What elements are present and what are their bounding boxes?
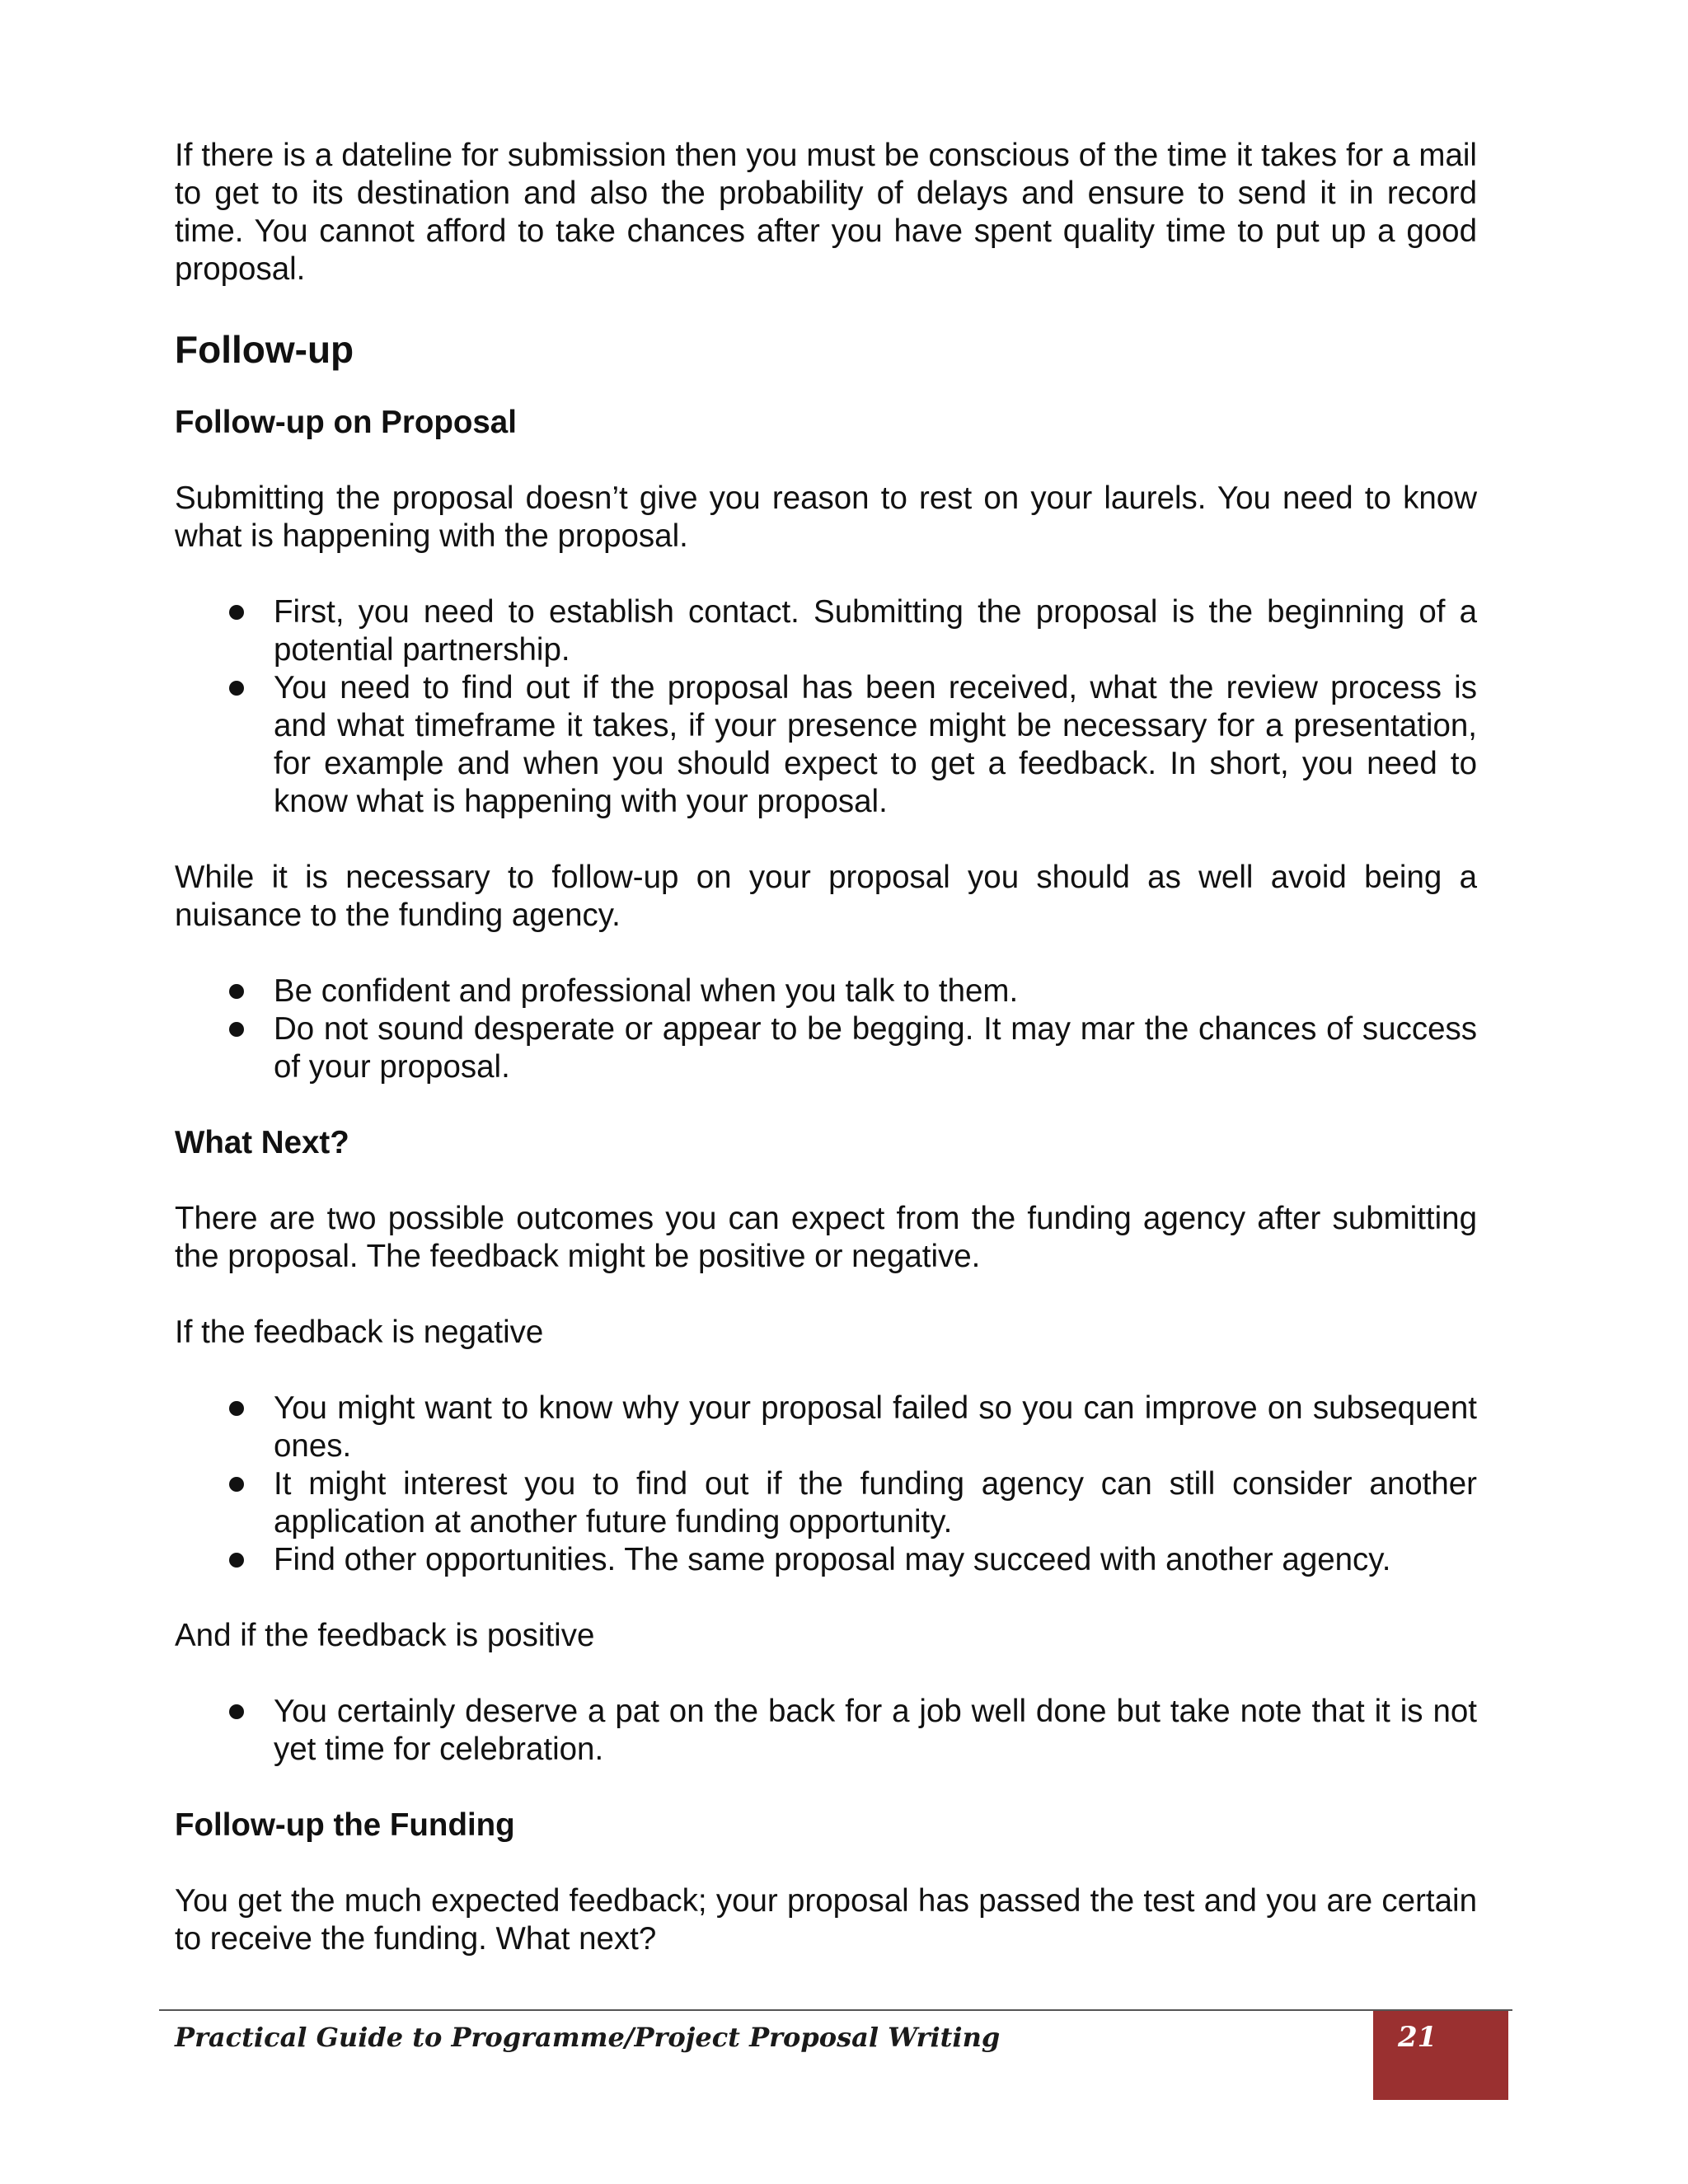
list-item-text: Find other opportunities. The same proposal may succeed with another agency.	[274, 1542, 1391, 1577]
list-item	[175, 669, 1477, 821]
funding-paragraph: You get the much expected feedback; your proposal has passed the test and you are certain to receive the funding. What next?	[175, 1883, 1477, 1957]
bullet-icon	[229, 1022, 244, 1037]
subheading-what-next: What Next?	[175, 1125, 349, 1160]
positive-feedback-list	[175, 1693, 1477, 1769]
proposal-paragraph-2: While it is necessary to follow-up on your proposal you should as well avoid being a nuisance to the funding agency.	[175, 860, 1477, 933]
list-item	[175, 593, 1477, 669]
list-item	[175, 1465, 1477, 1541]
page-content	[175, 137, 1477, 1958]
list-item	[175, 1390, 1477, 1465]
bullet-icon	[229, 1477, 244, 1492]
section-heading: Follow-up	[175, 328, 354, 371]
list-item-text: First, you need to establish contact. Submitting the proposal is the beginning of a potential partnership.	[274, 594, 1477, 668]
list-item	[175, 1541, 1477, 1579]
proposal-bullet-list-2	[175, 972, 1477, 1086]
bullet-icon	[229, 1553, 244, 1568]
list-item-text: You certainly deserve a pat on the back for a job well done but take note that it is not yet time for celebration.	[274, 1694, 1477, 1767]
bullet-icon	[229, 1401, 244, 1416]
page-number-box	[1373, 2011, 1508, 2100]
page-number: 21	[1398, 2021, 1437, 2054]
footer-title: Practical Guide to Programme/Project Proposal Writing	[175, 2022, 1001, 2053]
negative-feedback-list	[175, 1390, 1477, 1579]
list-item-text: You might want to know why your proposal failed so you can improve on subsequent ones.	[274, 1390, 1477, 1464]
subheading-followup-on-proposal: Follow-up on Proposal	[175, 405, 517, 440]
footer-divider	[159, 2009, 1512, 2011]
list-item-text: Be confident and professional when you talk to them.	[274, 973, 1019, 1009]
list-item	[175, 1010, 1477, 1086]
subheading-followup-the-funding: Follow-up the Funding	[175, 1807, 515, 1843]
list-item-text: You need to find out if the proposal has been received, what the review process is and what timeframe it takes, if your presence might be necessary for a presentation, for example and when you should expect to get a feedback. In short, you need to know what is happening with your proposal.	[274, 670, 1477, 819]
proposal-bullet-list-1	[175, 593, 1477, 821]
proposal-paragraph-1: Submitting the proposal doesn’t give you reason to rest on your laurels. You need to know what is happening with the proposal.	[175, 480, 1477, 554]
bullet-icon	[229, 1704, 244, 1719]
list-item	[175, 1693, 1477, 1769]
bullet-icon	[229, 681, 244, 696]
list-item-text: Do not sound desperate or appear to be begging. It may mar the chances of success of your proposal.	[274, 1011, 1477, 1085]
what-next-paragraph: There are two possible outcomes you can expect from the funding agency after submitting the proposal. The feedback might be positive or negative.	[175, 1201, 1477, 1274]
bullet-icon	[229, 984, 244, 999]
negative-feedback-intro: If the feedback is negative	[175, 1315, 544, 1350]
list-item-text: It might interest you to find out if the funding agency can still consider another application at another future funding opportunity.	[274, 1466, 1477, 1540]
list-item	[175, 972, 1477, 1010]
bullet-icon	[229, 605, 244, 620]
intro-paragraph: If there is a dateline for submission then you must be conscious of the time it takes for a mail to get to its destination and also the probability of delays and ensure to send it in record time. You cannot afford to take chances after you have spent quality time to put up a good proposal.	[175, 138, 1477, 287]
positive-feedback-intro: And if the feedback is positive	[175, 1618, 595, 1653]
